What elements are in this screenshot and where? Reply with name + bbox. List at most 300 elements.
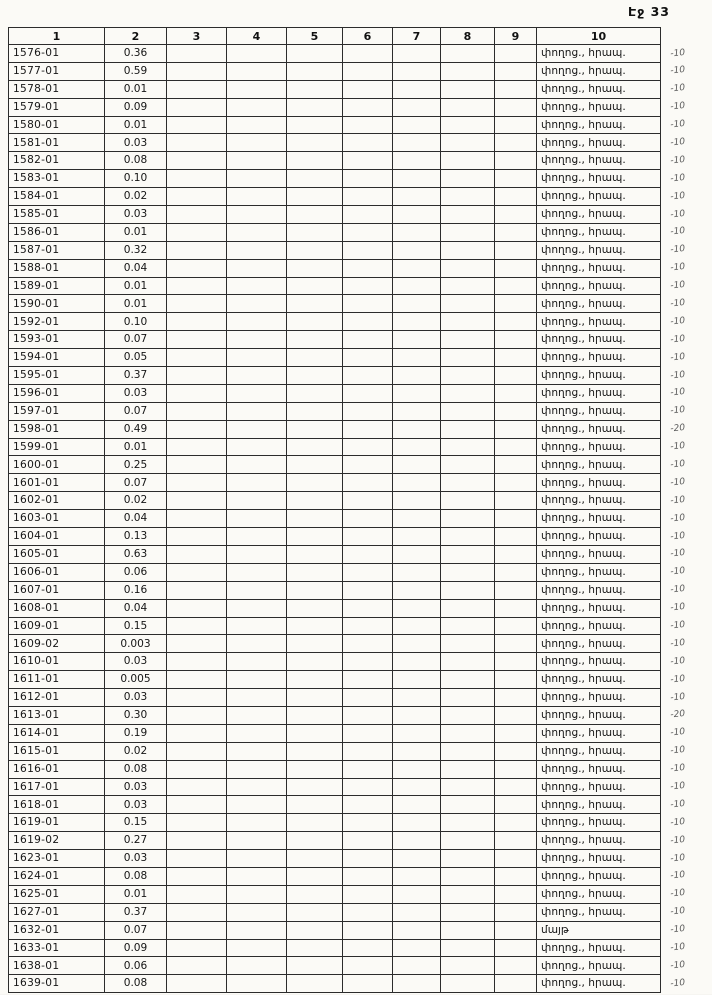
cell-empty [393,45,441,63]
cell-value: 0.07 [105,331,167,349]
cell-note: փողոց., հրապ. [537,134,661,152]
table-row [9,528,707,546]
cell-note: փողոց., հրապ. [537,384,661,402]
margin-annotation: -10 [660,507,708,530]
cell-empty [287,98,343,116]
cell-value: 0.02 [105,492,167,510]
cell-empty [287,599,343,617]
table-row [9,223,707,241]
table-row [9,152,707,170]
cell-empty [393,152,441,170]
cell-note: փողոց., հրապ. [537,492,661,510]
cell-empty [287,867,343,885]
cell-empty [167,474,227,492]
cell-value: 0.15 [105,814,167,832]
margin-annotation: -10 [660,615,708,638]
cell-empty [393,295,441,313]
cell-empty [167,778,227,796]
table-row [9,724,707,742]
cell-empty [287,796,343,814]
table-row [9,850,707,868]
table-row [9,939,707,957]
cell-empty [441,474,495,492]
cell-empty [393,796,441,814]
cell-empty [343,62,393,80]
cell-empty [287,116,343,134]
cell-empty [343,850,393,868]
cell-empty [495,939,537,957]
cell-empty [227,832,287,850]
cell-empty [495,653,537,671]
data-table [8,27,707,993]
cell-empty [393,456,441,474]
cell-code: 1590-01 [9,295,105,313]
cell-empty [167,170,227,188]
column-header: 9 [495,28,537,45]
cell-empty [167,420,227,438]
cell-empty [167,832,227,850]
cell-empty [441,170,495,188]
cell-code: 1581-01 [9,134,105,152]
table-row [9,116,707,134]
cell-code: 1587-01 [9,241,105,259]
table-row [9,331,707,349]
cell-value: 0.49 [105,420,167,438]
cell-empty [441,152,495,170]
cell-empty [343,617,393,635]
cell-empty [287,170,343,188]
margin-annotation: -20 [660,418,708,441]
cell-empty [343,402,393,420]
cell-empty [227,545,287,563]
cell-empty [441,599,495,617]
cell-note: փողոց., հրապ. [537,867,661,885]
cell-empty [227,277,287,295]
cell-empty [287,545,343,563]
cell-empty [441,760,495,778]
margin-annotation: -10 [660,328,708,351]
column-header: 3 [167,28,227,45]
cell-code: 1639-01 [9,975,105,993]
cell-empty [495,492,537,510]
cell-empty [393,814,441,832]
cell-empty [495,402,537,420]
cell-value: 0.27 [105,832,167,850]
table-row [9,510,707,528]
cell-empty [393,313,441,331]
cell-empty [287,814,343,832]
column-header: 5 [287,28,343,45]
cell-empty [287,832,343,850]
cell-empty [227,778,287,796]
cell-note: փողոց., հրապ. [537,671,661,689]
cell-code: 1602-01 [9,492,105,510]
cell-note: փողոց., հրապ. [537,188,661,206]
cell-empty [495,599,537,617]
cell-empty [287,563,343,581]
cell-empty [167,885,227,903]
cell-note: փողոց., հրապ. [537,706,661,724]
cell-empty [441,635,495,653]
cell-note: փողոց., հրապ. [537,635,661,653]
column-header: 1 [9,28,105,45]
cell-value: 0.08 [105,152,167,170]
cell-empty [287,510,343,528]
cell-empty [441,921,495,939]
cell-empty [287,939,343,957]
cell-empty [393,98,441,116]
cell-empty [343,456,393,474]
cell-empty [167,635,227,653]
cell-empty [441,80,495,98]
cell-value: 0.03 [105,206,167,224]
cell-empty [227,599,287,617]
cell-empty [441,975,495,993]
margin-annotation: -10 [660,221,708,244]
cell-note: փողոց., հրապ. [537,474,661,492]
cell-empty [227,116,287,134]
cell-empty [495,438,537,456]
cell-empty [167,867,227,885]
cell-empty [287,581,343,599]
cell-value: 0.08 [105,975,167,993]
cell-empty [343,528,393,546]
cell-empty [343,689,393,707]
margin-annotation: -10 [660,42,708,65]
cell-empty [287,277,343,295]
cell-empty [227,635,287,653]
cell-empty [393,903,441,921]
cell-code: 1627-01 [9,903,105,921]
cell-note: փողոց., հրապ. [537,331,661,349]
cell-empty [167,796,227,814]
cell-empty [287,778,343,796]
cell-empty [227,653,287,671]
cell-empty [441,528,495,546]
cell-empty [495,689,537,707]
cell-empty [343,545,393,563]
cell-empty [393,420,441,438]
cell-empty [441,939,495,957]
cell-empty [393,80,441,98]
cell-empty [393,689,441,707]
cell-empty [287,957,343,975]
margin-annotation: -10 [660,293,708,316]
cell-code: 1593-01 [9,331,105,349]
cell-empty [167,689,227,707]
cell-code: 1594-01 [9,349,105,367]
cell-empty [227,170,287,188]
cell-code: 1584-01 [9,188,105,206]
cell-empty [343,134,393,152]
cell-empty [441,313,495,331]
cell-empty [393,778,441,796]
cell-empty [441,706,495,724]
cell-empty [287,367,343,385]
margin-annotation: -20 [660,704,708,727]
margin-annotation: -10 [660,668,708,691]
cell-code: 1638-01 [9,957,105,975]
cell-value: 0.01 [105,277,167,295]
cell-empty [287,653,343,671]
table-row [9,975,707,993]
cell-value: 0.04 [105,510,167,528]
cell-empty [441,832,495,850]
cell-code: 1615-01 [9,742,105,760]
table-row [9,170,707,188]
cell-empty [287,152,343,170]
margin-annotation: -10 [660,167,708,190]
cell-empty [495,850,537,868]
cell-empty [495,867,537,885]
cell-empty [441,188,495,206]
cell-empty [227,241,287,259]
cell-code: 1582-01 [9,152,105,170]
cell-code: 1623-01 [9,850,105,868]
margin-annotation: -10 [660,132,708,155]
cell-empty [287,671,343,689]
cell-empty [495,223,537,241]
cell-empty [227,492,287,510]
cell-empty [343,438,393,456]
table-row [9,832,707,850]
cell-empty [227,921,287,939]
cell-empty [393,492,441,510]
cell-empty [167,313,227,331]
cell-code: 1608-01 [9,599,105,617]
table-row [9,760,707,778]
cell-empty [495,62,537,80]
cell-code: 1595-01 [9,367,105,385]
cell-empty [227,563,287,581]
cell-empty [441,367,495,385]
cell-empty [167,206,227,224]
cell-empty [495,456,537,474]
cell-empty [393,957,441,975]
cell-value: 0.07 [105,402,167,420]
cell-empty [227,438,287,456]
table-row [9,706,707,724]
column-header: 8 [441,28,495,45]
cell-value: 0.36 [105,45,167,63]
table-row [9,903,707,921]
cell-code: 1603-01 [9,510,105,528]
margin-annotation: -10 [660,847,708,870]
cell-empty [495,796,537,814]
cell-empty [343,760,393,778]
cell-note: փողոց., հրապ. [537,814,661,832]
cell-empty [167,223,227,241]
cell-empty [343,349,393,367]
cell-empty [287,474,343,492]
cell-code: 1579-01 [9,98,105,116]
margin-annotation: -10 [660,311,708,334]
cell-empty [441,384,495,402]
cell-note: փողոց., հրապ. [537,581,661,599]
cell-empty [343,599,393,617]
cell-empty [227,742,287,760]
cell-empty [227,689,287,707]
cell-empty [167,563,227,581]
cell-code: 1612-01 [9,689,105,707]
cell-empty [495,975,537,993]
cell-empty [495,331,537,349]
cell-empty [495,814,537,832]
margin-annotation: -10 [660,937,708,960]
column-header: 2 [105,28,167,45]
table-row [9,277,707,295]
cell-note: փողոց., հրապ. [537,420,661,438]
cell-empty [441,689,495,707]
cell-note: փողոց., հրապ. [537,45,661,63]
cell-empty [167,617,227,635]
cell-code: 1610-01 [9,653,105,671]
cell-code: 1605-01 [9,545,105,563]
table-row [9,259,707,277]
cell-empty [441,742,495,760]
cell-value: 0.08 [105,760,167,778]
cell-value: 0.19 [105,724,167,742]
cell-empty [441,331,495,349]
cell-empty [495,671,537,689]
cell-empty [167,295,227,313]
cell-empty [167,671,227,689]
cell-value: 0.10 [105,170,167,188]
cell-empty [343,921,393,939]
cell-value: 0.003 [105,635,167,653]
margin-annotation: -10 [660,955,708,978]
cell-note: փողոց., հրապ. [537,313,661,331]
cell-value: 0.25 [105,456,167,474]
cell-empty [287,885,343,903]
cell-value: 0.01 [105,295,167,313]
table-row [9,188,707,206]
cell-code: 1578-01 [9,80,105,98]
cell-note: փողոց., հրապ. [537,742,661,760]
cell-value: 0.32 [105,241,167,259]
table-row [9,689,707,707]
cell-note: փողոց., հրապ. [537,617,661,635]
cell-empty [343,170,393,188]
cell-value: 0.01 [105,116,167,134]
cell-note: փողոց., հրապ. [537,832,661,850]
cell-empty [227,581,287,599]
table-row [9,402,707,420]
cell-empty [227,98,287,116]
cell-empty [167,402,227,420]
cell-note: փողոց., հրապ. [537,223,661,241]
cell-empty [287,241,343,259]
cell-empty [287,62,343,80]
margin-annotation: -10 [660,758,708,781]
cell-empty [227,188,287,206]
cell-empty [393,653,441,671]
cell-empty [495,957,537,975]
cell-empty [227,295,287,313]
cell-empty [495,528,537,546]
cell-note: փողոց., հրապ. [537,903,661,921]
cell-empty [167,62,227,80]
cell-empty [227,331,287,349]
cell-empty [167,957,227,975]
table-row [9,778,707,796]
table-row [9,796,707,814]
cell-empty [495,116,537,134]
cell-empty [167,241,227,259]
cell-empty [343,581,393,599]
cell-empty [441,456,495,474]
cell-code: 1580-01 [9,116,105,134]
margin-annotation: -10 [660,346,708,369]
cell-empty [495,188,537,206]
cell-empty [393,581,441,599]
cell-empty [167,814,227,832]
cell-note: փողոց., հրապ. [537,259,661,277]
cell-empty [167,349,227,367]
cell-empty [441,724,495,742]
cell-note: փողոց., հրապ. [537,850,661,868]
cell-note: փողոց., հրապ. [537,760,661,778]
cell-empty [227,975,287,993]
cell-empty [441,98,495,116]
cell-note: փողոց., հրապ. [537,349,661,367]
cell-empty [227,456,287,474]
cell-empty [441,814,495,832]
cell-code: 1618-01 [9,796,105,814]
cell-note: փողոց., հրապ. [537,152,661,170]
cell-empty [343,796,393,814]
column-header: 10 [537,28,661,45]
cell-empty [393,116,441,134]
cell-empty [227,617,287,635]
cell-empty [441,223,495,241]
cell-empty [343,98,393,116]
cell-empty [343,295,393,313]
cell-empty [393,850,441,868]
cell-note: փողոց., հրապ. [537,510,661,528]
cell-empty [287,438,343,456]
cell-empty [343,563,393,581]
cell-code: 1609-01 [9,617,105,635]
cell-empty [343,367,393,385]
cell-empty [167,545,227,563]
cell-empty [227,152,287,170]
cell-empty [393,474,441,492]
margin-annotation: -10 [660,865,708,888]
cell-note: փողոց., հրապ. [537,295,661,313]
margin-annotation: -10 [660,919,708,942]
cell-empty [287,975,343,993]
cell-empty [343,188,393,206]
cell-code: 1632-01 [9,921,105,939]
cell-empty [287,617,343,635]
cell-code: 1585-01 [9,206,105,224]
cell-empty [343,331,393,349]
cell-empty [441,492,495,510]
cell-empty [227,223,287,241]
cell-empty [343,45,393,63]
cell-note: փողոց., հրապ. [537,528,661,546]
cell-empty [227,885,287,903]
cell-empty [441,349,495,367]
table-header [9,28,707,45]
cell-empty [495,510,537,528]
cell-value: 0.06 [105,957,167,975]
cell-empty [441,206,495,224]
cell-empty [441,617,495,635]
cell-empty [441,903,495,921]
cell-value: 0.01 [105,885,167,903]
